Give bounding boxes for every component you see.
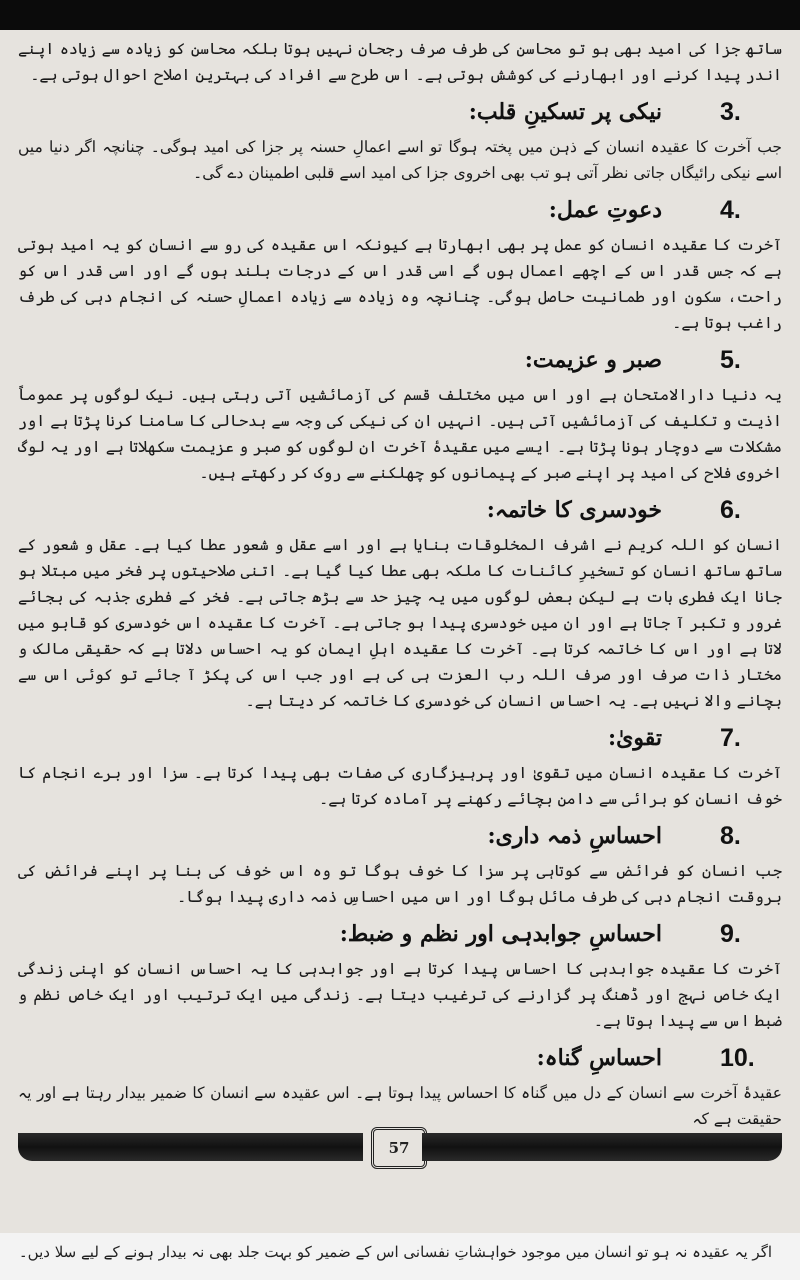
section-number: 10. [720, 1043, 755, 1072]
section-heading [18, 914, 782, 954]
section-title: تقویٰ: [608, 725, 662, 751]
section-paragraph: انسان کو اللہ کریم نے اشرف المخلوقات بنایا ہے اور اسے عقل و شعور عطا کیا ہے۔ عقل و شعور کے ساتھ ساتھ انسان کو تسخیرِ کائنات کا ملکہ بھی عطا کیا گیا ہے۔ اتنی صلاحیتوں پر فخر میں مبتلا ہو جانا ایک فطری بات ہے لیکن بعض لوگوں میں یہ چیز حد سے بڑھ جاتی ہے۔ فخر کے فطری جذبہ کی بجائے غرور و تکبر آ جاتا ہے اور ان میں خودسری پیدا ہو جاتی ہے۔ آخرت کا عقیدہ اس خودسری کو قابو میں لاتا ہے اور اس کا خاتمہ کرتا ہے۔ آخرت کا عقیدہ اہلِ ایمان کو یہ احساس دلاتا ہے کہ حقیقی مالک و مختار ذات صرف اور صرف اللہ رب العزت ہی کی ہے اور جب اس کی پکڑ آ جائے تو کوئی اس سے بچانے والا نہیں ہے۔ یہ احساس انسان کی خودسری کا خاتمہ کر دیتا ہے۔ [18, 536, 782, 710]
section-title: نیکی پر تسکینِ قلب: [468, 99, 662, 125]
section-number: 6. [720, 495, 741, 524]
section-paragraph: جب انسان کو فرائض سے کوتاہی پر سزا کا خوف ہوگا تو وہ اس خوف کی بنا پر اپنے فرائض کی بروقت انجام دہی کی طرف مائل ہوگا اور اس میں احساسِ ذمہ داری پیدا ہوگا۔ [18, 862, 782, 906]
section-heading [18, 490, 782, 530]
next-page-strip [0, 1233, 800, 1280]
intro-paragraph: ساتھ جزا کی امید بھی ہو تو محاسن کی طرف صرف رجحان نہیں ہوتا بلکہ محاسن کو زیادہ سے زیادہ اپنے اندر پیدا کرنے اور ابھارنے کی کوشش ہوتی ہے۔ اس طرح سے افراد کی بہترین اصلاح احوال ہوتی ہے۔ [18, 40, 782, 84]
section-heading [18, 816, 782, 856]
section-paragraph: جب آخرت کا عقیدہ انسان کے ذہن میں پختہ ہوگا تو اسے اعمالِ حسنہ پر جزا کی امید ہوگی۔ چنانچہ اگر دنیا میں اسے نیکی رائیگاں جاتی نظر آتی ہو تب بھی اخروی جزا کی امید اسے قلبی اطمینان دے گی۔ [18, 138, 782, 182]
section-paragraph: آخرت کا عقیدہ جوابدہی کا احساس پیدا کرتا ہے اور جوابدہی کا یہ احساس انسان کو اپنی زندگی ایک خاص نہج اور ڈھنگ پر گزارنے کی ترغیب دیتا ہے۔ زندگی میں ایک ترتیب اور ایک خاص نظم و ضبط اس سے پیدا ہوتا ہے۔ [18, 960, 782, 1030]
section-title: خودسری کا خاتمہ: [486, 497, 662, 523]
page-number: 57 [371, 1127, 427, 1169]
page-content [18, 36, 782, 1132]
section-number: 9. [720, 919, 741, 948]
section-heading [18, 718, 782, 758]
section-title: دعوتِ عمل: [548, 197, 662, 223]
section-heading [18, 1038, 782, 1078]
section-paragraph: عقیدۂ آخرت سے انسان کے دل میں گناہ کا احساس پیدا ہوتا ہے۔ اس عقیدہ سے انسان کا ضمیر بیدار رہتا ہے اور یہ حقیقت ہے کہ [18, 1084, 782, 1128]
next-page-line: اگر یہ عقیدہ نہ ہو تو انسان میں موجود خواہشاتِ نفسانی اس کے ضمیر کو بہت جلد بھی نہ بیدار ہونے کے لیے سلا دیں۔ [18, 1243, 772, 1261]
section-title: احساسِ ذمہ داری: [487, 823, 662, 849]
book-page [0, 30, 800, 1233]
section-number: 7. [720, 723, 741, 752]
section-paragraph: آخرت کا عقیدہ انسان کو عمل پر بھی ابھارتا ہے کیونکہ اس عقیدہ کی رو سے انسان کو یہ امید ہوتی ہے کہ جس قدر اس کے اچھے اعمال ہوں گے اسی قدر اس کے درجات بلند ہوں گے اور اسی قدر اس کو راحت، سکون اور طمانیت حاصل ہوگی۔ چنانچہ وہ زیادہ سے زیادہ اعمالِ حسنہ کی انجام دہی کی طرف راغب ہوتا ہے۔ [18, 236, 782, 332]
section-number: 8. [720, 821, 741, 850]
section-title: صبر و عزیمت: [524, 347, 662, 373]
top-black-bar [0, 0, 800, 30]
footer-band-right [422, 1133, 782, 1161]
section-number: 3. [720, 97, 741, 126]
section-heading [18, 340, 782, 380]
section-heading [18, 190, 782, 230]
section-number: 4. [720, 195, 741, 224]
footer-band-left [18, 1133, 363, 1161]
section-paragraph: آخرت کا عقیدہ انسان میں تقویٰ اور پرہیزگاری کی صفات بھی پیدا کرتا ہے۔ سزا اور برے انجام کا خوف انسان کو برائی سے دامن بچائے رکھنے پر آمادہ کرتا ہے۔ [18, 764, 782, 808]
section-title: احساسِ جوابدہی اور نظم و ضبط: [339, 921, 662, 947]
section-number: 5. [720, 345, 741, 374]
section-title: احساسِ گناہ: [536, 1045, 662, 1071]
section-paragraph: یہ دنیا دارالامتحان ہے اور اس میں مختلف قسم کی آزمائشیں آتی رہتی ہیں۔ نیک لوگوں پر عموماً اذیت و تکلیف کی آزمائشیں آتی ہیں۔ انہیں ان کی نیکی کی وجہ سے بدحالی کا سامنا کرنا پڑتا ہے اور مشکلات سے دوچار ہونا پڑتا ہے۔ ایسے میں عقیدۂ آخرت ان لوگوں کو صبر و عزیمت سکھلاتا ہے اور یہ لوگ اخروی فلاح کی امید پر اپنے صبر کے پیمانوں کو چھلکنے سے روک کر رکھتے ہیں۔ [18, 386, 782, 482]
section-heading [18, 92, 782, 132]
page-footer-ornament [18, 1125, 782, 1177]
